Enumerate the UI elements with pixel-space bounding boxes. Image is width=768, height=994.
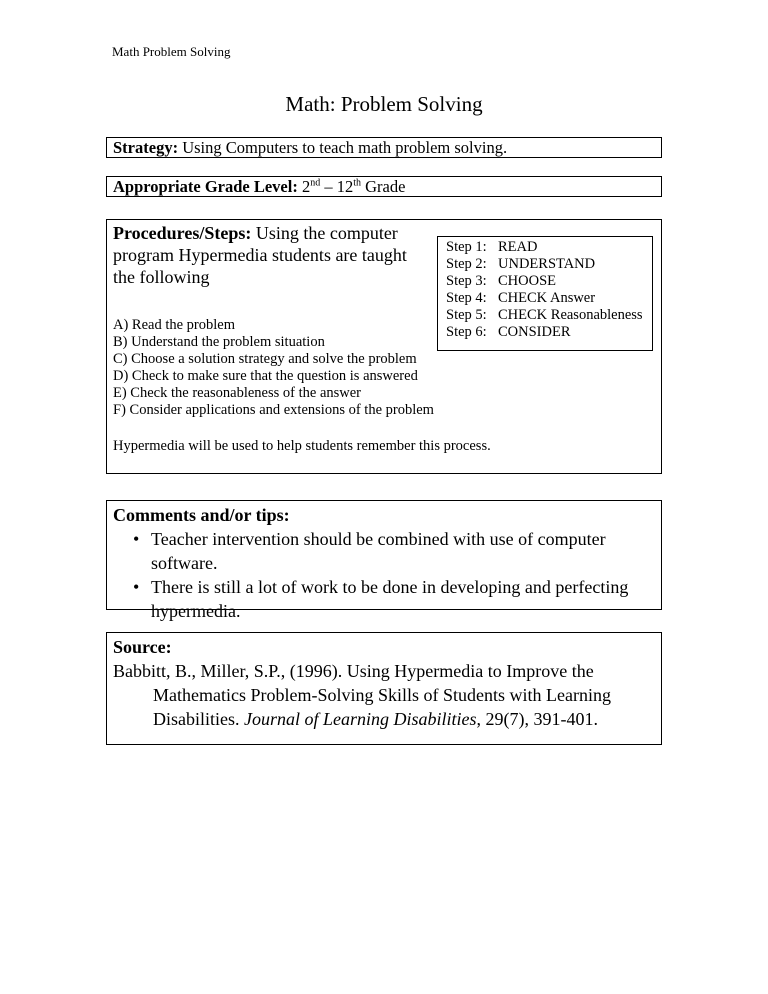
steps-box bbox=[437, 236, 653, 351]
journal-name: Journal of Learning Disabilities bbox=[244, 709, 477, 729]
comments-label: Comments and/or tips: bbox=[113, 505, 290, 525]
step-text: UNDERSTAND bbox=[498, 256, 596, 272]
procedures-note: Hypermedia will be used to help students remember this process. bbox=[113, 438, 491, 454]
step-text: READ bbox=[498, 239, 538, 255]
procedures-list bbox=[113, 317, 434, 419]
source-citation bbox=[113, 659, 655, 731]
step-row bbox=[446, 256, 652, 273]
step-row bbox=[446, 273, 652, 290]
citation-start: Babbitt, B., Miller, S.P., (1996). Using Hypermedia to Improve the Mathematics Problem-Solving Skills of Students with Learning Disabilities. bbox=[113, 661, 611, 729]
citation-end: , 29(7), 391-401. bbox=[476, 709, 598, 729]
procedure-item: D) Check to make sure that the question is answered bbox=[113, 368, 418, 384]
procedures-box bbox=[106, 219, 662, 474]
tip-item: • There is still a lot of work to be done in developing and perfecting hypermedia. bbox=[113, 575, 655, 623]
grade-label: Appropriate Grade Level: bbox=[113, 177, 298, 196]
procedure-item: A) Read the problem bbox=[113, 317, 236, 333]
step-number: Step 4: bbox=[446, 290, 487, 306]
step-number: Step 1: bbox=[446, 239, 487, 255]
step-text: CHOOSE bbox=[498, 273, 557, 289]
step-row bbox=[446, 307, 652, 324]
grade-from-sup: nd bbox=[310, 177, 321, 189]
page-title: Math: Problem Solving bbox=[285, 92, 483, 116]
step-number: Step 6: bbox=[446, 324, 487, 340]
comments-box bbox=[106, 500, 662, 621]
step-number: Step 5: bbox=[446, 307, 487, 323]
procedure-item: B) Understand the problem situation bbox=[113, 334, 325, 350]
step-text: CHECK Answer bbox=[498, 290, 596, 306]
step-row bbox=[446, 239, 652, 256]
step-text: CHECK Reasonableness bbox=[498, 307, 643, 323]
step-number: Step 2: bbox=[446, 256, 487, 272]
tips-list bbox=[113, 527, 655, 623]
step-row bbox=[446, 324, 652, 341]
procedure-item: C) Choose a solution strategy and solve the problem bbox=[113, 351, 417, 367]
running-header: Math Problem Solving bbox=[112, 44, 231, 59]
strategy-text: Using Computers to teach math problem solving. bbox=[178, 138, 508, 157]
grade-suffix: Grade bbox=[361, 177, 406, 196]
grade-sep: – 12 bbox=[320, 177, 354, 196]
tip-item: • Teacher intervention should be combined with use of computer software. bbox=[113, 527, 655, 575]
strategy-box bbox=[106, 137, 662, 158]
procedure-item: F) Consider applications and extensions of the problem bbox=[113, 402, 434, 418]
procedures-intro-text: Using the computer program Hypermedia students are taught the following bbox=[113, 223, 407, 287]
procedures-intro bbox=[113, 222, 413, 288]
step-row bbox=[446, 290, 652, 307]
procedures-label: Procedures/Steps: bbox=[113, 223, 252, 243]
source-box bbox=[106, 632, 662, 745]
procedure-item: E) Check the reasonableness of the answer bbox=[113, 385, 362, 401]
step-text: CONSIDER bbox=[498, 324, 571, 340]
grade-level-box bbox=[106, 176, 662, 197]
step-number: Step 3: bbox=[446, 273, 487, 289]
source-label: Source: bbox=[113, 637, 172, 657]
grade-to-sup: th bbox=[353, 177, 361, 189]
grade-from: 2 bbox=[297, 177, 311, 196]
strategy-label: Strategy: bbox=[113, 138, 179, 157]
